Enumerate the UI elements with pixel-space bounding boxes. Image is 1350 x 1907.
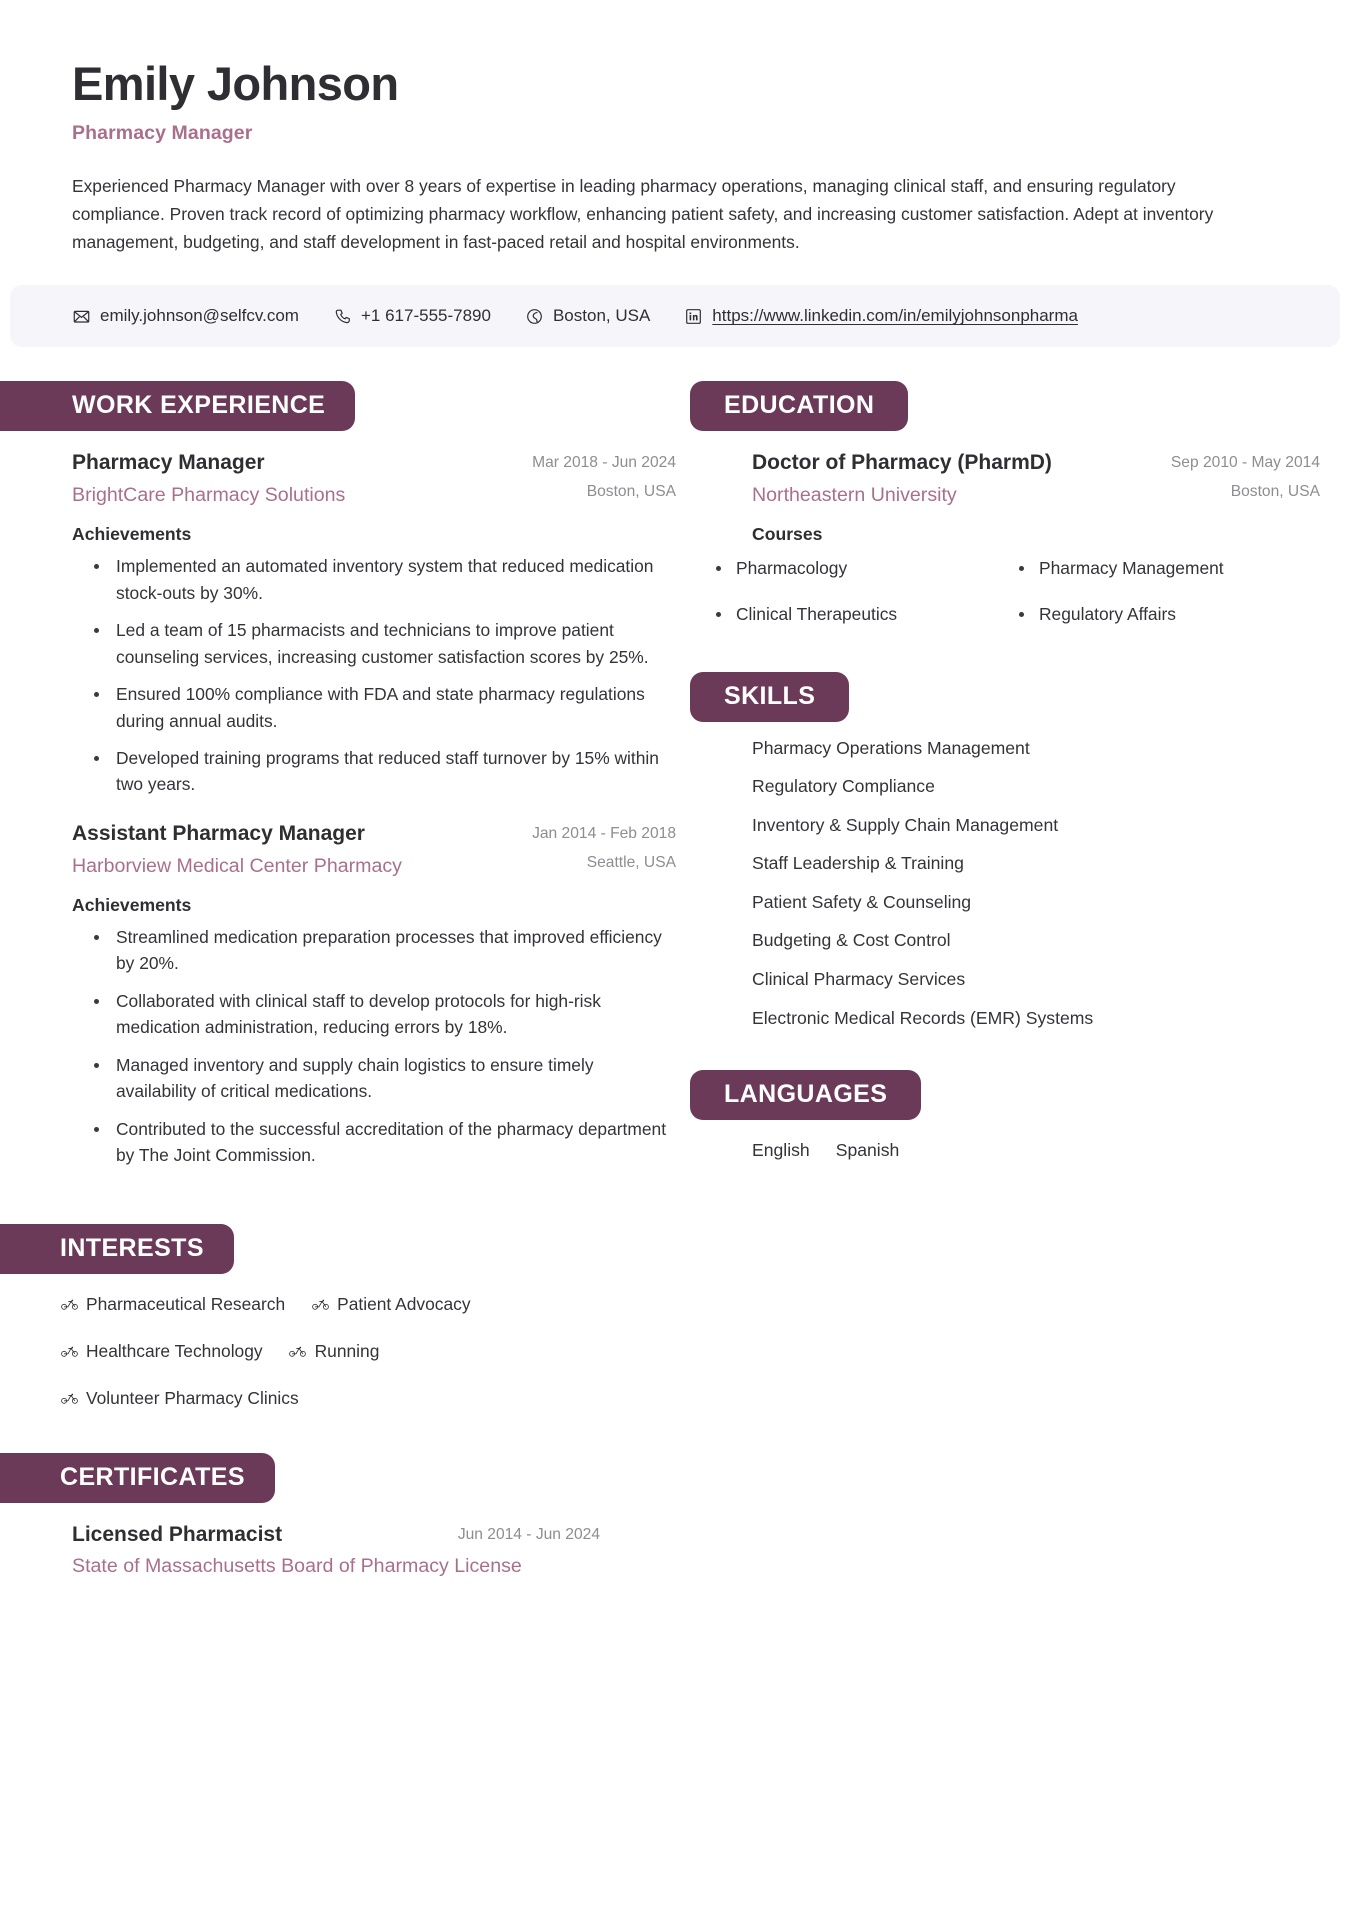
contact-bar [10,285,1340,347]
certificate-title: Licensed Pharmacist [72,1522,283,1546]
list-item: Pharmacy Operations Management [752,737,1030,758]
list-item: Regulatory Affairs [1039,601,1320,627]
professional-summary: Experienced Pharmacy Manager with over 8 years of expertise in leading pharmacy operations, managing clinical staff, and ensuring regulatory compliance. Proven track record of optimizing pharmacy workflow, enhancing patient safety, and increasing customer satisfaction. Adept at inventory management, budgeting, and staff development in fast-paced retail and hospital environments. [72,175,1214,252]
education-school: Northeastern University [752,483,957,506]
list-item: Implemented an automated inventory system that reduced medication stock-outs by 30%. [114,553,676,606]
list-item: Pharmacology [736,555,1017,581]
languages-list [690,1140,1350,1161]
contact-linkedin[interactable] [684,306,1078,326]
list-item [311,1294,470,1315]
section-skills [690,672,1350,1028]
list-item: Budgeting & Cost Control [752,930,951,951]
skills-list [690,737,1350,1028]
list-item: Collaborated with clinical staff to develop protocols for high-risk medication administration, reducing errors by 18%. [114,988,676,1041]
work-entry-location: Boston, USA [586,482,676,500]
work-entry [0,449,690,798]
page-title: Emily Johnson [72,57,399,110]
work-entry-date: Jan 2014 - Feb 2018 [532,824,676,842]
list-item: Pharmacy Management [1039,555,1320,581]
list-item: Clinical Therapeutics [736,601,1017,627]
work-entry-title: Pharmacy Manager [72,451,265,475]
list-item: English [752,1140,810,1161]
bicycle-icon [311,1295,329,1313]
list-item: Contributed to the successful accreditation of the pharmacy department by The Joint Commission. [114,1116,676,1169]
resume-header [0,0,1350,256]
list-item: Led a team of 15 pharmacists and technicians to improve patient counseling services, increasing customer satisfaction scores by 25%. [114,617,676,670]
list-item: Developed training programs that reduced staff turnover by 15% within two years. [114,745,676,798]
contact-location-text: Boston, USA [552,306,651,326]
work-entry-bullets [72,924,676,1169]
education-subhead: Courses [752,524,823,545]
section-header-certificates: CERTIFICATES [0,1453,275,1503]
work-entry [0,820,690,1169]
list-item: Staff Leadership & Training [752,853,964,874]
globe-icon [525,307,544,326]
education-degree: Doctor of Pharmacy (PharmD) [752,451,1052,475]
section-work-experience [0,381,690,1168]
linkedin-icon [684,307,703,326]
certificate-entry [0,1521,690,1582]
contact-location [525,306,650,326]
work-entry-date: Mar 2018 - Jun 2024 [532,454,676,472]
courses-list [690,555,1350,627]
list-item [60,1388,299,1409]
section-certificates [0,1453,690,1582]
interests-list [0,1294,560,1409]
list-item [60,1294,285,1315]
interest-label: Pharmaceutical Research [86,1293,286,1314]
list-item: Streamlined medication preparation processes that improved efficiency by 20%. [114,924,676,977]
section-header-education: EDUCATION [690,381,908,431]
envelope-icon [72,307,91,326]
work-entry-title: Assistant Pharmacy Manager [72,821,365,845]
section-header-languages: LANGUAGES [690,1070,921,1120]
work-entry-location: Seattle, USA [586,853,676,871]
work-entry-org: Harborview Medical Center Pharmacy [72,854,402,877]
section-interests [0,1224,690,1409]
work-entry-bullets [72,553,676,798]
bicycle-icon [60,1389,78,1407]
section-header-interests: INTERESTS [0,1224,234,1274]
resume-body [0,381,1350,1582]
section-education [690,381,1350,627]
contact-linkedin-text[interactable]: https://www.linkedin.com/in/emilyjohnsonpharma [712,306,1078,326]
education-entry [690,449,1350,545]
list-item: Regulatory Compliance [752,776,935,797]
left-column [0,381,690,1582]
education-location: Boston, USA [1230,482,1320,500]
list-item [289,1341,380,1362]
work-entry-subhead: Achievements [72,524,192,545]
interest-label: Healthcare Technology [86,1340,263,1361]
contact-email[interactable] [72,306,299,326]
section-languages [690,1070,1350,1161]
education-date: Sep 2010 - May 2014 [1170,454,1320,472]
list-item: Clinical Pharmacy Services [752,969,966,990]
phone-icon [333,307,352,326]
bicycle-icon [60,1295,78,1313]
right-column [690,381,1350,1161]
list-item: Inventory & Supply Chain Management [752,814,1059,835]
bicycle-icon [60,1342,78,1360]
contact-phone[interactable] [333,306,491,326]
certificate-org: State of Massachusetts Board of Pharmacy License [72,1555,522,1578]
work-entry-org: BrightCare Pharmacy Solutions [72,483,346,506]
list-item: Managed inventory and supply chain logistics to ensure timely availability of critical medications. [114,1052,676,1105]
section-header-work-experience: WORK EXPERIENCE [0,381,355,431]
interest-label: Volunteer Pharmacy Clinics [86,1387,299,1408]
list-item: Patient Safety & Counseling [752,891,972,912]
list-item: Spanish [835,1140,900,1161]
list-item [60,1341,263,1362]
job-title-subtitle: Pharmacy Manager [72,121,253,144]
list-item: Electronic Medical Records (EMR) Systems [752,1007,1094,1028]
work-entry-subhead: Achievements [72,895,192,916]
certificate-date: Jun 2014 - Jun 2024 [457,1525,600,1543]
bicycle-icon [289,1342,307,1360]
interest-label: Patient Advocacy [337,1293,471,1314]
contact-phone-text: +1 617-555-7890 [360,306,491,326]
interest-label: Running [314,1340,380,1361]
list-item: Ensured 100% compliance with FDA and state pharmacy regulations during annual audits. [114,681,676,734]
section-header-skills: SKILLS [690,672,849,722]
contact-email-text: emily.johnson@selfcv.com [100,306,299,326]
